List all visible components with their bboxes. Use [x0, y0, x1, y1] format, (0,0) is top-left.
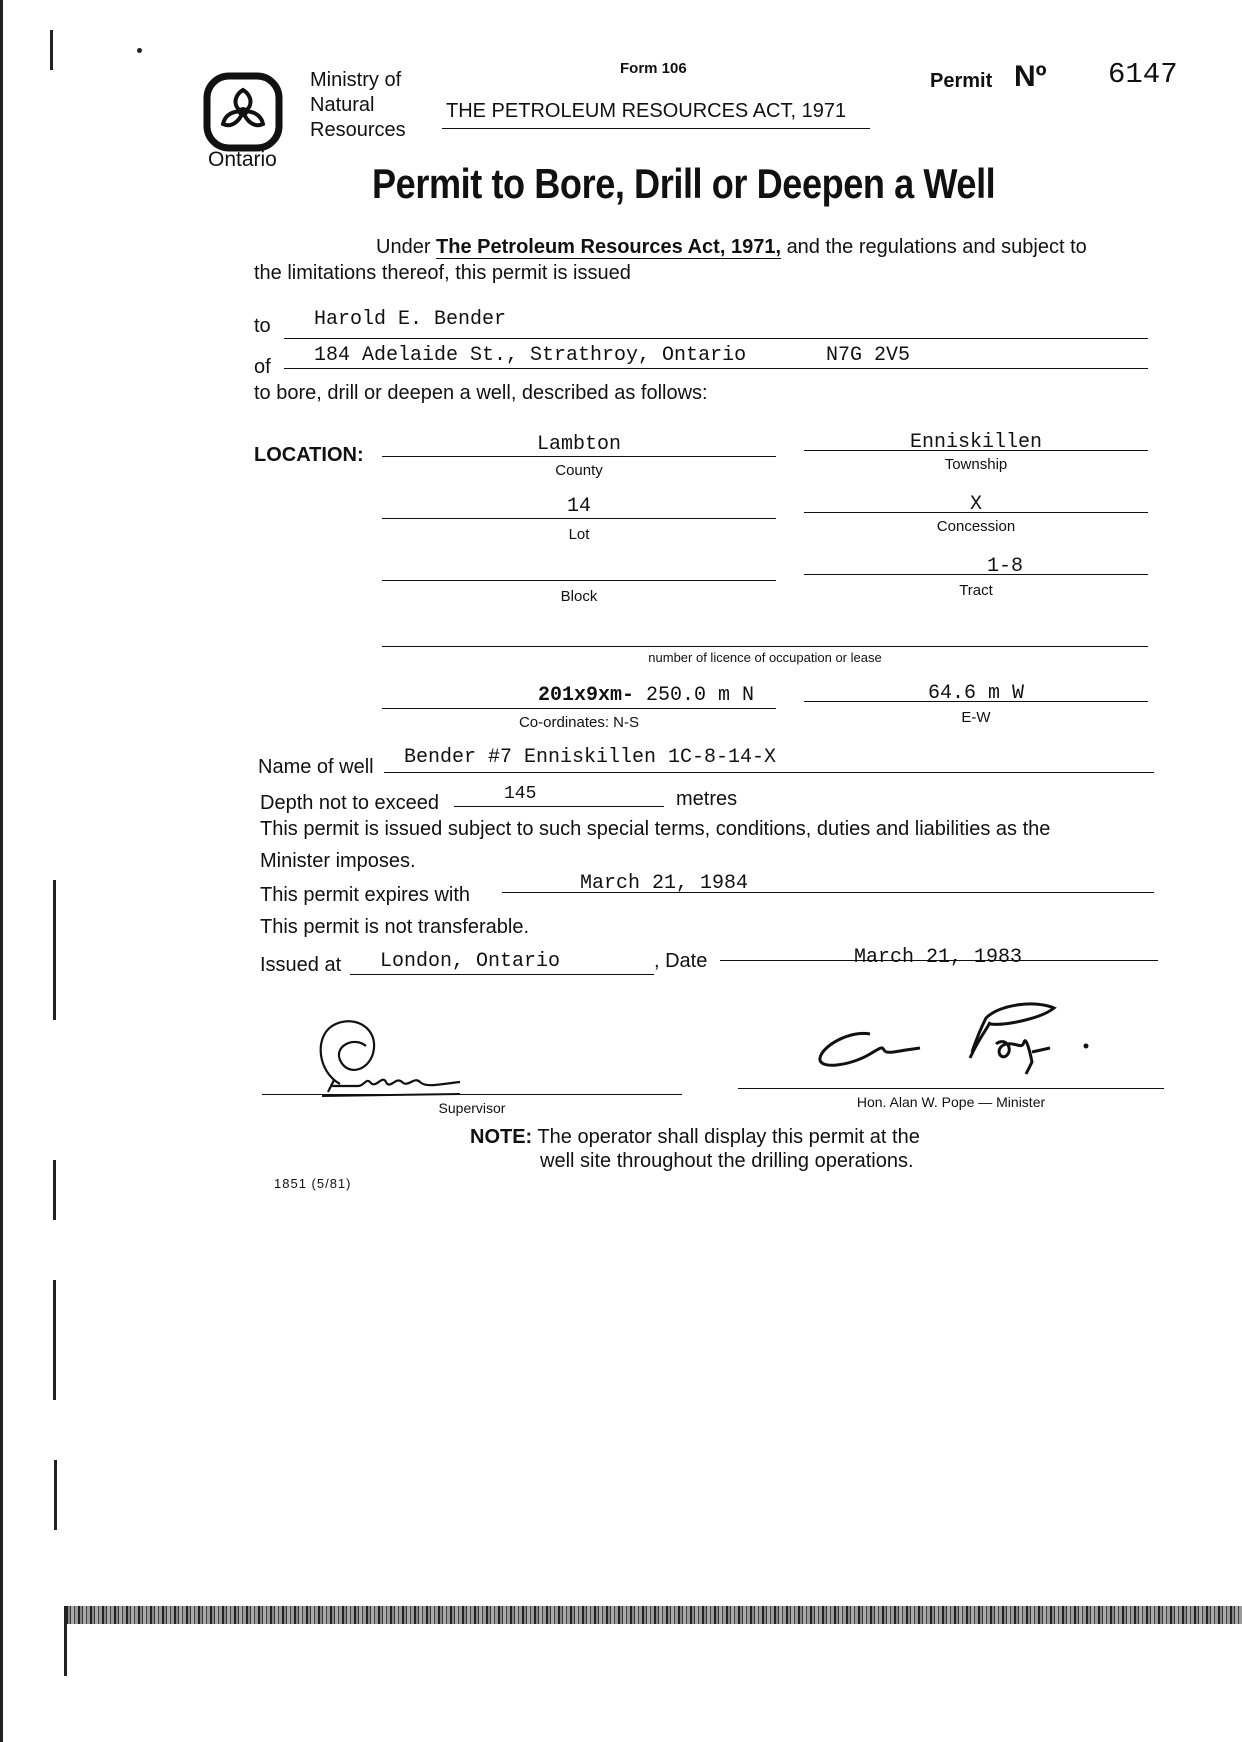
issued-date-label: , Date [654, 950, 708, 972]
to-line [284, 338, 1148, 339]
expires-label: This permit expires with [260, 884, 471, 906]
ew-value: 64.6 m W [927, 682, 1024, 705]
permit-label: Permit [930, 70, 993, 92]
minister-signature-line [738, 1088, 1164, 1089]
not-transferable-text: This permit is not transferable. [260, 916, 529, 938]
concession-line [804, 512, 1148, 513]
ew-line [804, 701, 1148, 702]
county-value: Lambton [536, 433, 621, 456]
scan-mark [53, 1280, 56, 1400]
document-title: Permit to Bore, Drill or Deepen a Well [372, 160, 996, 207]
scan-mark [54, 1460, 57, 1530]
intro-line-1 [376, 236, 1087, 259]
supervisor-signature-image [300, 1012, 520, 1100]
tract-line [804, 574, 1148, 575]
ns-coordinate [538, 684, 754, 707]
ns-value: 250.0 m N [646, 684, 755, 707]
note-text-1: The operator shall display this permit at the [537, 1126, 920, 1148]
of-label: of [254, 356, 271, 378]
to-label: to [254, 315, 271, 337]
concession-caption: Concession [936, 518, 1016, 535]
scan-mark [50, 30, 53, 70]
note-label: NOTE: [470, 1126, 533, 1148]
depth-unit: metres [676, 788, 738, 810]
well-name-value: Bender #7 Enniskillen 1C-8-14-X [404, 746, 777, 769]
ns-line [382, 708, 776, 709]
intro-prefix: Under [376, 236, 431, 258]
depth-line [454, 806, 664, 807]
purpose-text: to bore, drill or deepen a well, described as follows: [254, 382, 708, 404]
lot-value: 14 [566, 495, 591, 518]
licence-line [382, 646, 1148, 647]
issued-date: March 21, 1983 [854, 946, 1023, 969]
terms-line-2: Minister imposes. [260, 850, 416, 872]
location-label: LOCATION: [254, 444, 364, 466]
ns-caption: Co-ordinates: N-S [518, 714, 640, 731]
supervisor-signature-line [262, 1094, 682, 1095]
block-caption: Block [560, 588, 598, 605]
of-line [284, 368, 1148, 369]
county-caption: County [555, 462, 603, 479]
intro-act-name: The Petroleum Resources Act, 1971, [436, 236, 781, 258]
county-line [382, 456, 776, 457]
block-line [382, 580, 776, 581]
issued-at-line [350, 974, 654, 975]
act-title-underline [442, 128, 870, 129]
tract-value: 1-8 [986, 555, 1023, 578]
scan-dot [137, 48, 142, 53]
recipient-address: 184 Adelaide St., Strathroy, Ontario [314, 344, 747, 367]
tract-caption: Tract [959, 582, 993, 599]
ontario-trillium-logo-icon [203, 72, 283, 152]
intro-suffix: and the regulations and subject to [786, 236, 1087, 258]
ministry-line-2: Natural [310, 94, 375, 116]
recipient-postal-code: N7G 2V5 [826, 344, 911, 367]
ns-struck-text: 201x9xm- [538, 684, 635, 707]
permit-no-symbol: Nº [1014, 60, 1047, 93]
intro-line-2: the limitations thereof, this permit is issued [254, 262, 631, 284]
ministry-line-3: Resources [310, 119, 406, 141]
note-line-2: well site throughout the drilling operations. [540, 1150, 914, 1172]
scan-mark [53, 880, 56, 1020]
lot-line [382, 518, 776, 519]
depth-label: Depth not to exceed [260, 792, 440, 814]
province-name: Ontario [208, 148, 277, 171]
form-code: 1851 (5/81) [274, 1176, 352, 1191]
supervisor-caption: Supervisor [438, 1100, 506, 1116]
lot-caption: Lot [568, 526, 590, 543]
recipient-name: Harold E. Bender [314, 308, 507, 331]
depth-value: 145 [504, 784, 537, 804]
ew-caption: E-W [961, 709, 991, 726]
minister-caption: Hon. Alan W. Pope — Minister [856, 1094, 1046, 1110]
concession-value: X [969, 493, 982, 516]
terms-line-1: This permit is issued subject to such special terms, conditions, duties and liabilities as the [260, 818, 1051, 840]
issued-at-label: Issued at [260, 954, 342, 976]
licence-caption: number of licence of occupation or lease [648, 650, 882, 665]
township-line [804, 450, 1148, 451]
act-title: THE PETROLEUM RESOURCES ACT, 1971 [446, 100, 847, 122]
ministry-line-1: Ministry of [310, 69, 402, 91]
note-line-1 [470, 1126, 920, 1149]
permit-number: 6147 [1108, 58, 1178, 91]
well-name-label: Name of well [258, 756, 374, 778]
well-name-line [384, 772, 1154, 773]
scan-left-edge [0, 0, 3, 1742]
township-value: Enniskillen [909, 431, 1043, 454]
township-caption: Township [944, 456, 1008, 473]
issued-place: London, Ontario [380, 950, 561, 973]
form-number: Form 106 [620, 60, 687, 77]
scan-mark [53, 1160, 56, 1220]
ministry-name [310, 68, 406, 143]
minister-signature-image [810, 996, 1100, 1082]
scan-bottom-band [66, 1606, 1242, 1624]
expires-value: March 21, 1984 [580, 872, 749, 895]
